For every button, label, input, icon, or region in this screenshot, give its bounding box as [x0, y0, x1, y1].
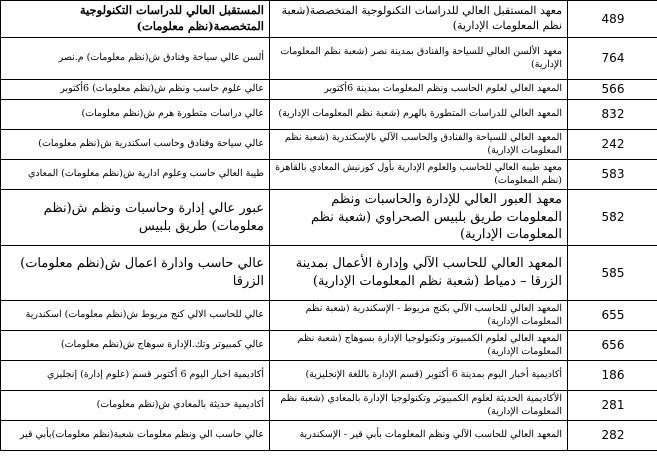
- institute-code: 186: [568, 361, 657, 391]
- institute-short-name: طيبة العالي حاسب وعلوم ادارية ش(نظم معلومات) المعادي: [1, 160, 270, 190]
- institute-short-name: أكاديمية اخبار اليوم 6 أكتوبر قسم (علوم إدارة) إنجليزي: [1, 361, 270, 391]
- table-row: [1, 391, 657, 421]
- institute-full-name: المعهد العالي للحاسب الآلي بكنج مريوط - الإسكندرية (شعبة نظم المعلومات الإدارية): [270, 301, 568, 331]
- institute-code: 566: [568, 80, 657, 100]
- institute-short-name: عالي حاسب وادارة اعمال ش(نظم معلومات) الزرقا: [1, 246, 270, 301]
- institute-code: 582: [568, 190, 657, 246]
- institute-full-name: أكاديمية أخبار اليوم بمدينة 6 أكتوبر (قسم الإدارة باللغة الإنجليزية): [270, 361, 568, 391]
- table-row: [1, 100, 657, 130]
- institute-short-name: عالي سياحة وفنادق وحاسب اسكندرية ش(نظم معلومات): [1, 130, 270, 160]
- institute-short-name: عالي للحاسب الالي كنج مريوط ش(نظم معلومات) اسكندرية: [1, 301, 270, 331]
- table-row: [1, 130, 657, 160]
- institute-short-name: المستقبل العالي للدراسات التكنولوجية المتخصصة(نظم معلومات): [1, 1, 270, 38]
- institute-full-name: معهد طيبه العالي للحاسب والعلوم الإدارية بأول كورنيش المعادي بالقاهرة (نظم المعلومات): [270, 160, 568, 190]
- institute-short-name: عبور عالي إدارة وحاسبات ونظم ش(نظم معلومات) طريق بلبيس: [1, 190, 270, 246]
- institute-full-name: معهد العبور العالي للإدارة والحاسبات ونظم المعلومات طريق بلبيس الصحراوي (شعبة نظم المعلومات الإدارية): [270, 190, 568, 246]
- institute-code: 583: [568, 160, 657, 190]
- institute-full-name: المعهد العالي لعلوم الكمبيوتر وتكنولوجيا الإدارة بسوهاج (شعبة نظم المعلومات الإدارية): [270, 331, 568, 361]
- table-row: [1, 331, 657, 361]
- institute-code: 242: [568, 130, 657, 160]
- institute-full-name: الأكاديمية الحديثة لعلوم الكمبيوتر وتكنولوجيا الإدارة بالمعادي (شعبة نظم المعلومات الإدارية): [270, 391, 568, 421]
- institute-full-name: معهد الألسن العالي للسياحة والفنادق بمدينة نصر (شعبة نظم المعلومات الإدارية): [270, 38, 568, 80]
- table-row: [1, 190, 657, 246]
- table-row: [1, 80, 657, 100]
- institute-full-name: معهد المستقبل العالي للدراسات التكنولوجية المتخصصة(شعبة نظم المعلومات الإدارية): [270, 1, 568, 38]
- institute-short-name: أكاديمية حديثة بالمعادي ش(نظم معلومات): [1, 391, 270, 421]
- institute-code: 656: [568, 331, 657, 361]
- institute-short-name: عالي حاسب الي ونظم معلومات شعبة(نظم معلومات)بأبي قير: [1, 421, 270, 451]
- table-row: [1, 160, 657, 190]
- institute-full-name: المعهد العالي للحاسب الآلي ونظم المعلومات بأبي قير - الإسكندرية: [270, 421, 568, 451]
- institute-short-name: عالي دراسات متطورة هرم ش(نظم معلومات): [1, 100, 270, 130]
- institute-code: 489: [568, 1, 657, 38]
- table-row: [1, 301, 657, 331]
- institute-short-name: عالي كمبيوتر وتك.الإدارة سوهاج ش(نظم معلومات): [1, 331, 270, 361]
- institute-full-name: المعهد العالي للدراسات المتطورة بالهرم (شعبة نظم المعلومات الإدارية): [270, 100, 568, 130]
- institute-code: 585: [568, 246, 657, 301]
- institute-short-name: عالي علوم حاسب ونظم ش(نظم معلومات) 6أكتوبر: [1, 80, 270, 100]
- institute-code: 764: [568, 38, 657, 80]
- institute-code: 281: [568, 391, 657, 421]
- institute-short-name: ألسن عالي سياحة وفنادق ش(نظم معلومات) م.نصر: [1, 38, 270, 80]
- institute-code: 655: [568, 301, 657, 331]
- institute-full-name: المعهد العالي لعلوم الحاسب ونظم المعلومات بمدينة 6أكتوبر: [270, 80, 568, 100]
- table-row: [1, 246, 657, 301]
- table-row: [1, 38, 657, 80]
- institute-full-name: المعهد العالي للسياحة والفنادق والحاسب الآلي بالإسكندرية (شعبة نظم المعلومات الإدارية): [270, 130, 568, 160]
- table-row: [1, 421, 657, 451]
- institute-code: 832: [568, 100, 657, 130]
- table-row: [1, 361, 657, 391]
- institute-full-name: المعهد العالي للحاسب الآلي وإدارة الأعمال بمدينة الزرقا – دمياط (شعبة نظم المعلومات الإدارية): [270, 246, 568, 301]
- institute-code: 282: [568, 421, 657, 451]
- table-row: [1, 1, 657, 38]
